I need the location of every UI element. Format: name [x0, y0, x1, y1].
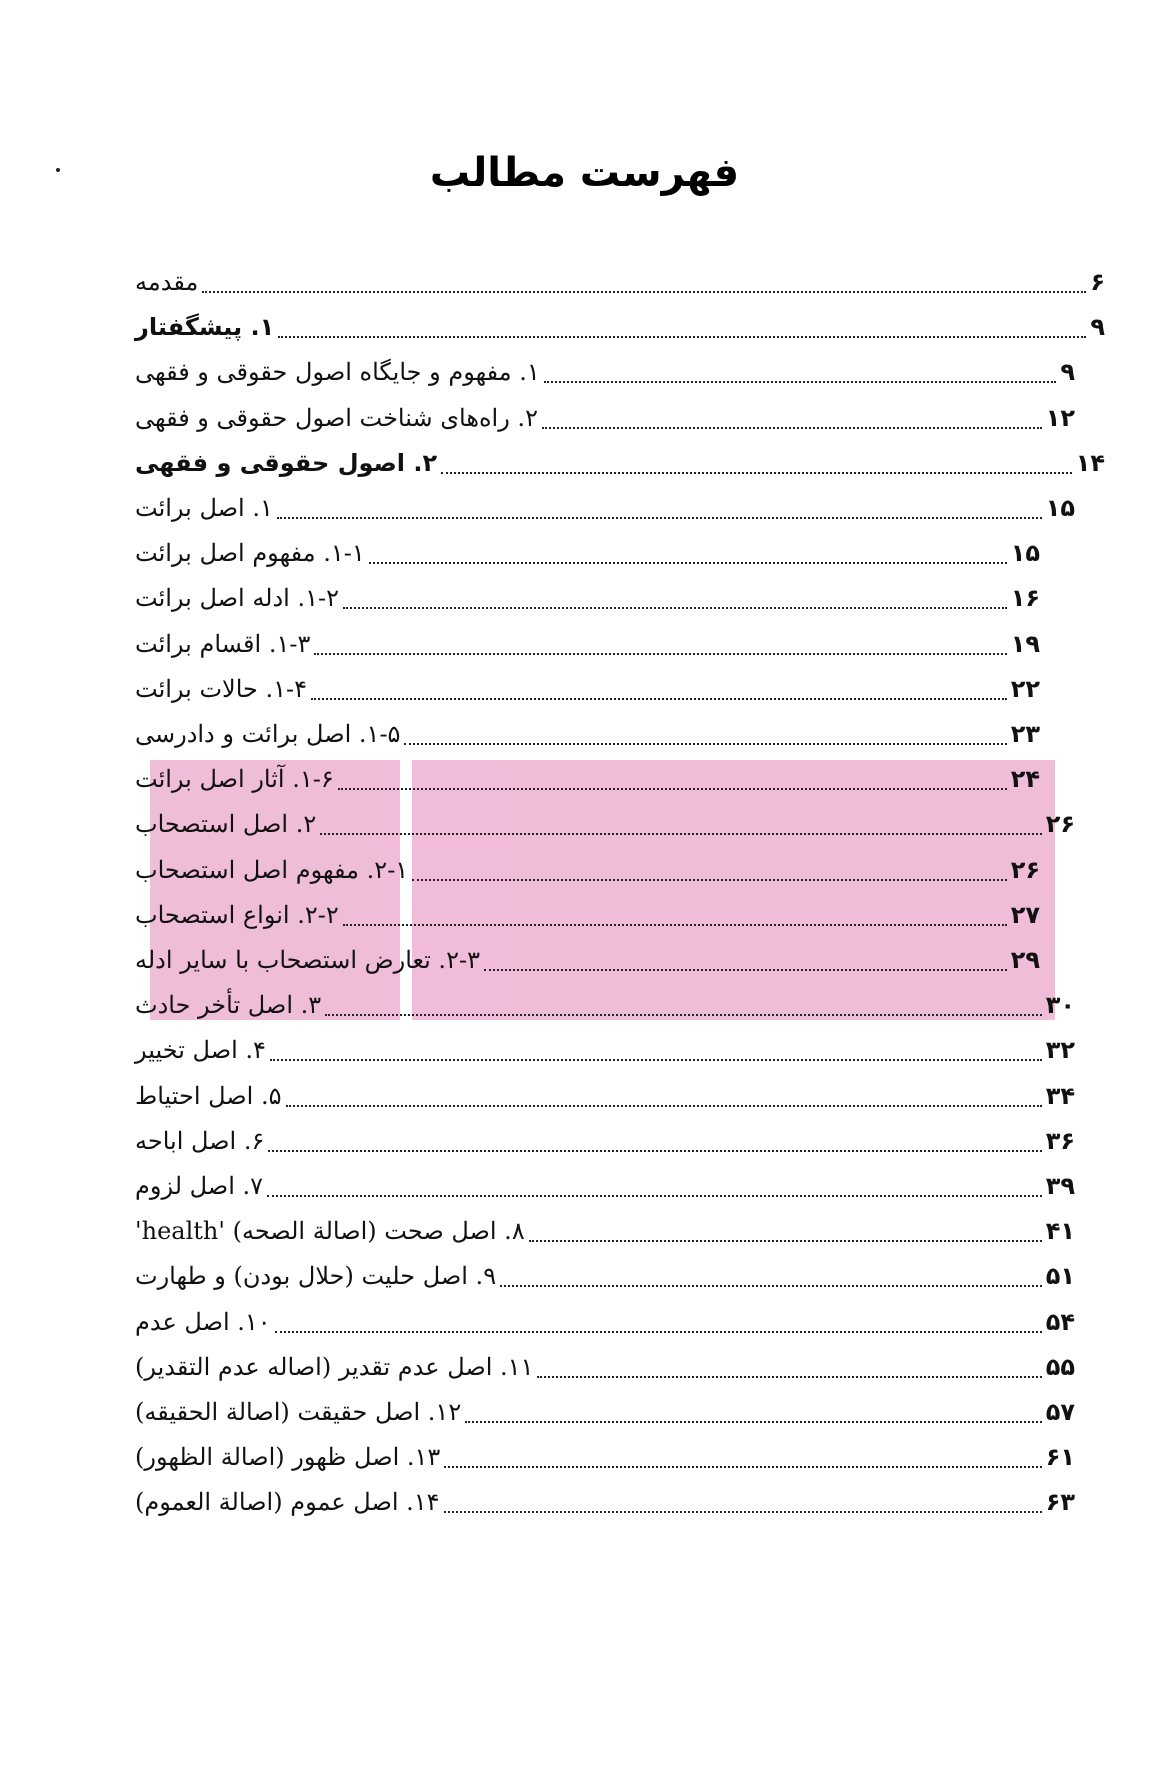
toc-entry-page-number: ۲۶	[1010, 855, 1040, 884]
dot-leader	[441, 472, 1072, 474]
toc-entry-title: ۱-۲. ادله اصل برائت	[135, 584, 339, 613]
toc-entry-title: ۴. اصل تخییر	[135, 1036, 266, 1065]
toc-entry	[135, 533, 1040, 573]
dot-leader	[320, 833, 1041, 835]
toc-entry-page-number: ۲۶	[1045, 810, 1075, 839]
dot-leader	[465, 1421, 1042, 1423]
toc-entry-title: ۲-۱. مفهوم اصل استصحاب	[135, 855, 409, 884]
toc-entry-title: ۲. اصل استصحاب	[135, 810, 317, 839]
toc-entry-page-number: ۳۰	[1045, 991, 1075, 1020]
toc-entry-page-number: ۳۲	[1045, 1036, 1075, 1065]
toc-entry	[135, 398, 1075, 438]
toc-entry-page-number: ۳۶	[1045, 1126, 1075, 1155]
toc-entry-title: ۷. اصل لزوم	[135, 1172, 264, 1200]
dot-leader	[484, 969, 1007, 971]
dot-leader	[278, 336, 1086, 338]
toc-entry-title: ۱۲. اصل حقیقت (اصالة الحقیقه)	[135, 1398, 462, 1426]
toc-entry	[135, 1347, 1075, 1387]
toc-entry	[135, 307, 1105, 347]
toc-entry-page-number: ۶۱	[1045, 1443, 1075, 1472]
toc-entry-page-number: ۳۹	[1045, 1172, 1075, 1200]
dot-leader	[314, 653, 1006, 655]
toc-entry-title: ۲-۲. انواع استصحاب	[135, 900, 339, 929]
dot-leader	[277, 517, 1042, 519]
toc-entry	[135, 1076, 1075, 1116]
dot-leader	[404, 743, 1006, 745]
toc-entry	[135, 759, 1040, 799]
toc-entry	[135, 804, 1075, 844]
toc-entry-page-number: ۲۴	[1010, 765, 1040, 794]
toc-entry-title: ۱. مفهوم و جایگاه اصول حقوقی و فقهی	[135, 358, 540, 387]
toc-entry-page-number: ۴۱	[1045, 1217, 1075, 1246]
toc-entry	[135, 1482, 1075, 1522]
toc-entry-page-number: ۱۵	[1045, 494, 1075, 522]
toc-entry	[135, 895, 1040, 935]
dot-leader	[343, 607, 1007, 609]
toc-entry-page-number: ۱۹	[1010, 629, 1040, 658]
dot-leader	[369, 562, 1007, 564]
toc-entry-title: ۵. اصل احتیاط	[135, 1081, 282, 1110]
dot-leader	[544, 381, 1057, 383]
toc-entry	[135, 1392, 1075, 1432]
toc-entry-title: ۱۳. اصل ظهور (اصالة الظهور)	[135, 1443, 441, 1472]
page-title: فهرست مطالب	[429, 150, 740, 196]
toc-entry-title: ۱۱. اصل عدم تقدیر (اصاله عدم التقدیر)	[135, 1352, 534, 1381]
toc-entry	[135, 1302, 1075, 1342]
dot-leader	[311, 698, 1007, 700]
dot-leader	[270, 1059, 1042, 1061]
toc-entry-page-number: ۱۲	[1045, 403, 1075, 432]
dot-leader	[444, 1511, 1042, 1513]
toc-entry-title: ۱۰. اصل عدم	[135, 1307, 271, 1336]
toc-entry-page-number: ۱۶	[1010, 584, 1040, 613]
toc-entry-title: ۲-۳. تعارض استصحاب با سایر ادله	[135, 946, 480, 974]
toc-entry	[135, 1256, 1075, 1296]
toc-entry-page-number: ۲۷	[1010, 900, 1040, 929]
dot-leader	[343, 924, 1007, 926]
dot-leader	[325, 1014, 1042, 1016]
toc-entry	[135, 985, 1075, 1025]
dot-leader	[537, 1376, 1041, 1378]
toc-entry	[135, 1030, 1075, 1070]
dot-leader	[444, 1466, 1041, 1468]
toc-entry-page-number: ۱۴	[1075, 448, 1105, 477]
toc-entry-title: ۶. اصل اباحه	[135, 1126, 265, 1155]
dot-leader	[338, 788, 1007, 790]
dot-leader	[412, 879, 1007, 881]
toc-entry	[135, 488, 1075, 528]
toc-entry-page-number: ۵۱	[1045, 1262, 1075, 1291]
dot-leader	[202, 291, 1086, 293]
toc-entry	[135, 352, 1075, 392]
toc-entry-page-number: ۲۳	[1010, 720, 1040, 748]
toc-entry	[135, 1121, 1075, 1161]
dot-leader	[529, 1240, 1042, 1242]
toc-entry-title: ۲. راه‌های شناخت اصول حقوقی و فقهی	[135, 403, 538, 432]
toc-entry-title: مقدمه	[135, 268, 199, 296]
toc-entry	[135, 578, 1040, 618]
toc-entry-page-number: ۹	[1090, 313, 1105, 342]
toc-entry	[135, 1211, 1075, 1251]
dot-leader	[268, 1150, 1041, 1152]
toc-entry-title: ۱-۱. مفهوم اصل برائت	[135, 539, 365, 568]
toc-entry	[135, 443, 1105, 483]
toc-entry-page-number: ۲۲	[1010, 674, 1040, 703]
toc-entry-page-number: ۳۴	[1045, 1081, 1075, 1110]
toc-entry-title: ۹. اصل حلیت (حلال بودن) و طهارت	[135, 1262, 497, 1291]
toc-entry-title: ۱-۶. آثار اصل برائت	[135, 765, 334, 794]
toc-entry-title: ۳. اصل تأخر حادث	[135, 991, 322, 1020]
toc-entry	[135, 1437, 1075, 1477]
toc-entry	[135, 1166, 1075, 1206]
dot-leader	[275, 1331, 1042, 1333]
toc-entry-title: ۱-۵. اصل برائت و دادرسی	[135, 720, 401, 748]
toc-entry-title: ۱. پیشگفتار	[135, 313, 275, 342]
dot-leader	[286, 1105, 1042, 1107]
toc-entry	[135, 714, 1040, 754]
toc-entry-title: ۸. اصل صحت (اصالة الصحه) 'health'	[135, 1217, 525, 1246]
toc-entry	[135, 624, 1040, 664]
toc-entry	[135, 850, 1040, 890]
toc-entry-title: ۱. اصل برائت	[135, 494, 273, 522]
toc-entry-page-number: ۵۵	[1045, 1352, 1075, 1381]
toc-entry-title: ۱۴. اصل عموم (اصالة العموم)	[135, 1488, 440, 1517]
dot-leader	[267, 1195, 1042, 1197]
toc-entry	[135, 940, 1040, 980]
toc-entry	[135, 262, 1105, 302]
toc-entry-page-number: ۶۳	[1045, 1488, 1075, 1517]
dot-leader	[542, 427, 1042, 429]
toc-entry-page-number: ۶	[1090, 268, 1105, 296]
toc-entry-page-number: ۵۷	[1045, 1398, 1075, 1426]
toc-entry-page-number: ۱۵	[1010, 539, 1040, 568]
toc-entry	[135, 669, 1040, 709]
toc-entry-title: ۲. اصول حقوقی و فقهی	[135, 448, 438, 477]
dot-leader	[500, 1285, 1042, 1287]
toc-entry-page-number: ۹	[1060, 358, 1075, 387]
toc-entry-title: ۱-۴. حالات برائت	[135, 674, 308, 703]
toc-entry-page-number: ۵۴	[1045, 1307, 1075, 1336]
toc-entry-page-number: ۲۹	[1010, 946, 1040, 974]
toc-entry-title: ۱-۳. اقسام برائت	[135, 629, 311, 658]
